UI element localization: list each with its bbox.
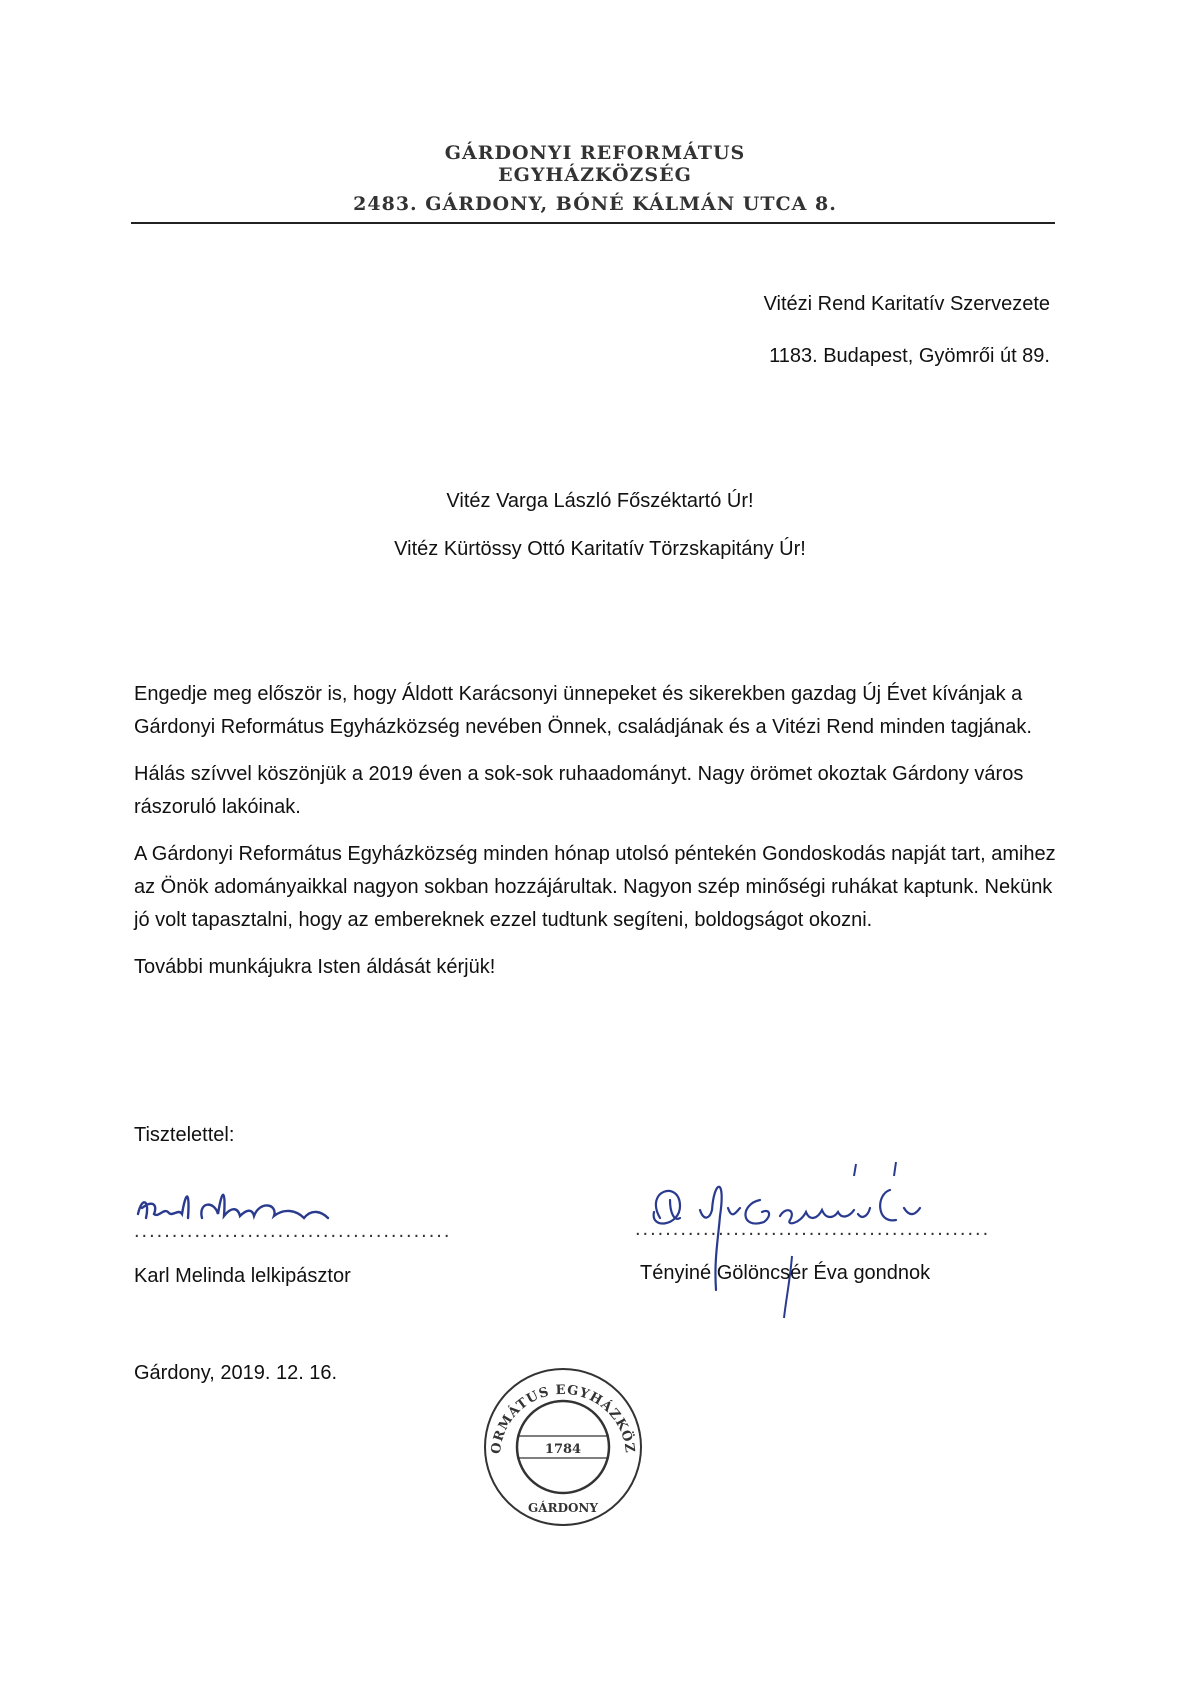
seal-bottom-text: GÁRDONY [528, 1501, 598, 1515]
signature-line-right: ............................................... [635, 1218, 991, 1240]
header-divider [131, 222, 1055, 224]
recipient-organization: Vitézi Rend Karitatív Szervezete [763, 293, 1050, 315]
letterhead-address: 2483. GÁRDONY, BÓNÉ KÁLMÁN UTCA 8. [353, 193, 837, 215]
salutation-line-2: Vitéz Kürtössy Ottó Karitatív Törzskapitány Úr! [394, 538, 806, 560]
letterhead-name: GÁRDONYI REFORMÁTUS EGYHÁZKÖZSÉG [444, 142, 746, 186]
signature-line-left: .......................................... [134, 1220, 452, 1242]
seal-top-text: REFORMÁTUS EGYHÁZKÖZSÉG [471, 1351, 638, 1455]
seal-stamp [471, 1351, 648, 1532]
body-paragraph-4: További munkájukra Isten áldását kérjük! [134, 956, 496, 978]
church-seal [471, 1351, 648, 1532]
letter-body [134, 678, 1064, 998]
signatory-left-name: Karl Melinda lelkipásztor [134, 1265, 351, 1287]
body-paragraph-2: Hálás szívvel köszönjük a 2019 éven a sok-sok ruhaadományt. Nagy örömet okoztak Gárdony város rászoruló lakóinak. [134, 763, 1024, 818]
salutation-line-1: Vitéz Varga László Főszéktartó Úr! [446, 490, 754, 512]
signatory-right-name: Tényiné Gölöncsér Éva gondnok [640, 1262, 931, 1284]
seal-year: 1784 [544, 1442, 582, 1457]
recipient-address: 1183. Budapest, Gyömrői út 89. [769, 345, 1050, 367]
place-date: Gárdony, 2019. 12. 16. [134, 1362, 338, 1384]
closing: Tisztelettel: [134, 1124, 235, 1146]
body-paragraph-3: A Gárdonyi Református Egyházközség minden hónap utolsó péntekén Gondoskodás napját tart, amihez az Önök adományaikkal nagyon sokban hozzájárultak. Nagyon szép minőségi ruhákat kaptunk. Nekünk jó volt tapasztalni, hogy az embereknek ezzel tudtunk segíteni, boldogságot okozni. [134, 843, 1056, 931]
body-paragraph-1: Engedje meg először is, hogy Áldott Karácsonyi ünnepeket és sikerekben gazdag Új Évet kívánjak a Gárdonyi Református Egyházközség nevében Önnek, családjának és a Vitézi Rend minden tagjának. [134, 683, 1032, 738]
